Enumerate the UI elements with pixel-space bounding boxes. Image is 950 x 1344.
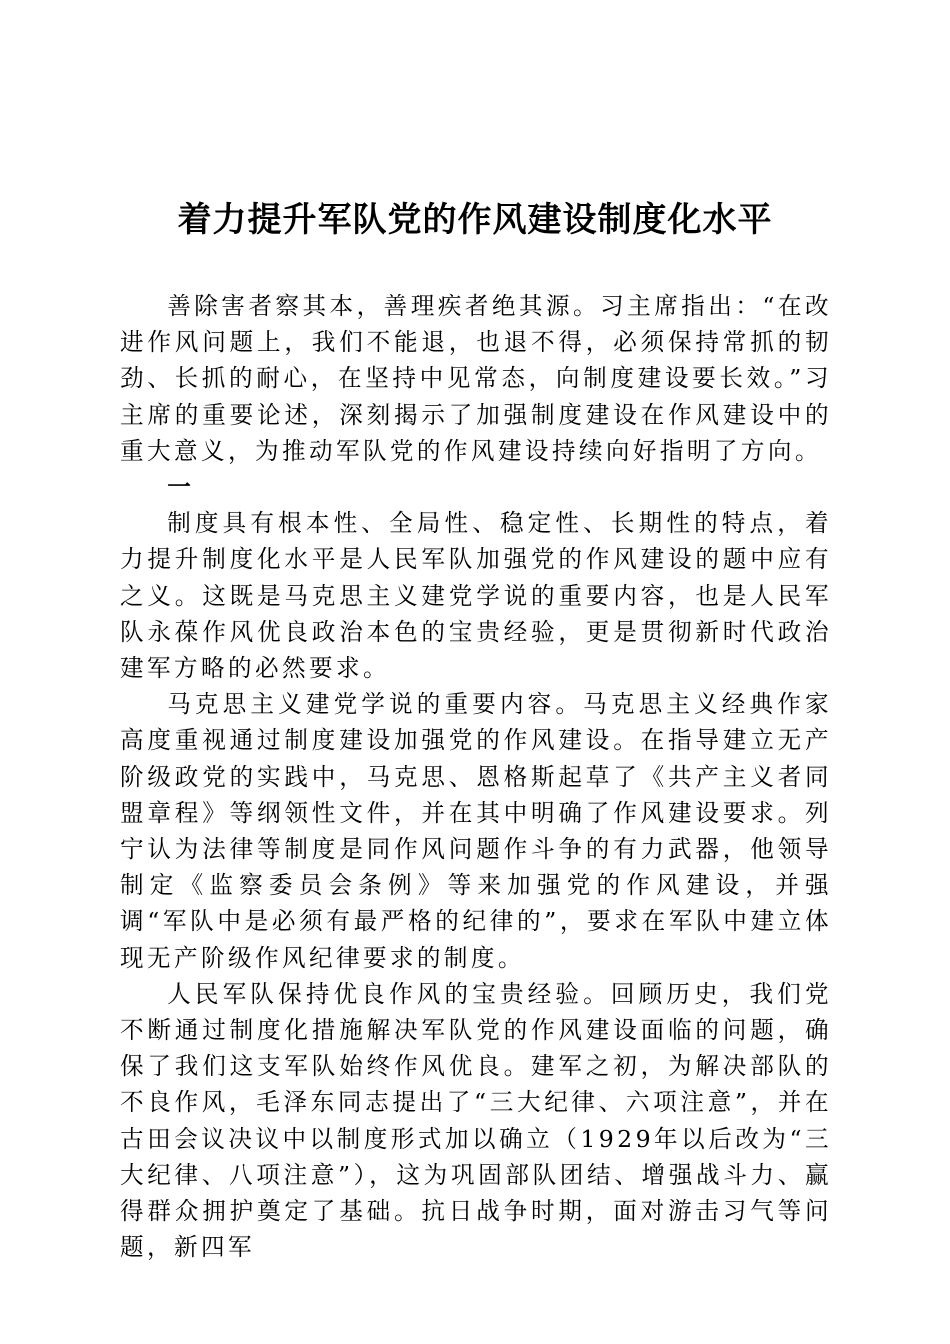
document-title: 着力提升军队党的作风建设制度化水平 — [177, 200, 773, 240]
section-number: 一 — [167, 473, 195, 502]
paragraph-intro: 善除害者察其本，善理疾者绝其源。习主席指出：“在改进作风问题上，我们不能退，也退不得，必须保持常抓的韧劲、长抓的耐心，在坚持中见常态，向制度建设要长效。”习主席的重要论述，深刻揭示了加强制度建设在作风建设中的重大意义，为推动军队党的作风建设持续向好指明了方向。 — [120, 292, 832, 465]
paragraph-1: 制度具有根本性、全局性、稳定性、长期性的特点，着力提升制度化水平是人民军队加强党的作风建设的题中应有之义。这既是马克思主义建党学说的重要内容，也是人民军队永葆作风优良政治本色的宝贵经验，更是贯彻新时代政治建军方略的必然要求。 — [120, 509, 832, 683]
document-body — [120, 288, 832, 1265]
paragraph-2: 马克思主义建党学说的重要内容。马克思主义经典作家高度重视通过制度建设加强党的作风建设。在指导建立无产阶级政党的实践中，马克思、恩格斯起草了《共产主义者同盟章程》等纲领性文件，并在其中明确了作风建设要求。列宁认为法律等制度是同作风问题作斗争的有力武器，他领导制定《监察委员会条例》等来加强党的作风建设，并强调“军队中是必须有最严格的纪律的”，要求在军队中建立体现无产阶级作风纪律要求的制度。 — [120, 690, 832, 972]
paragraph-3: 人民军队保持优良作风的宝贵经验。回顾历史，我们党不断通过制度化措施解决军队党的作风建设面临的问题，确保了我们这支军队始终作风优良。建军之初，为解决部队的不良作风，毛泽东同志提出了“三大纪律、六项注意”，并在古田会议决议中以制度形式加以确立（1929年以后改为“三大纪律、八项注意”），这为巩固部队团结、增强战斗力、赢得群众拥护奠定了基础。抗日战争时期，面对游击习气等问题，新四军 — [120, 979, 832, 1262]
